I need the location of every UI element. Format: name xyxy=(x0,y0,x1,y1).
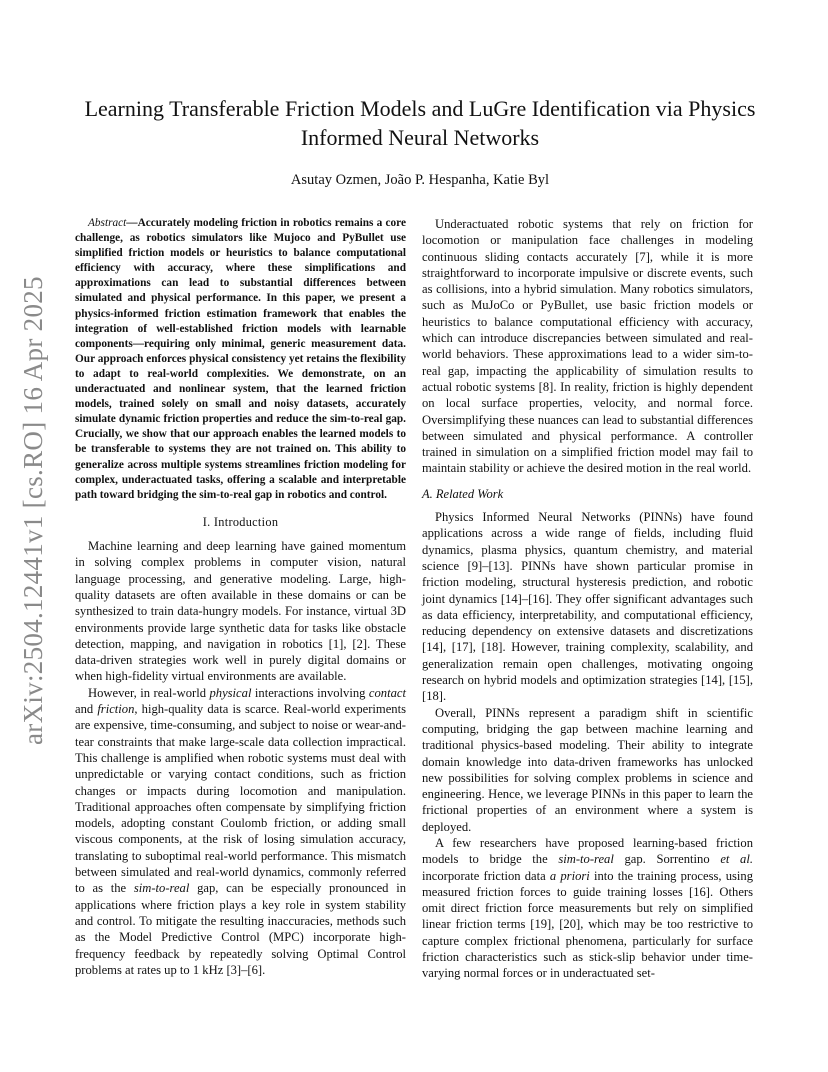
related-work-paragraph-3: A few researchers have proposed learning-based friction models to bridge the sim-to-real gap. Sorrentino et al. incorporate friction data a priori into the training process, using measured friction forces to guide training losses [16]. Others omit direct friction force measurements but rely on simplified linear friction terms [19], [20], which may be too restrictive to capture complex frictional phenomena, particularly for surface friction characteristics such as stick-slip behavior under time-varying normal forces or in underactuated set- xyxy=(422,835,753,981)
intro-paragraph-3: Underactuated robotic systems that rely on friction for locomotion or manipulation face challenges in modeling continuous sliding contacts accurately [7], while it is more straightforward to incorporate impulsive or discrete events, such as collisions, into a hybrid simulation. Many robotics simulators, such as MuJoCo or PyBullet, use basic friction models or heuristics to balance computational efficiency with accuracy, which can introduce discrepancies between simulated and real-world behaviors. These approximations lead to a wider sim-to-real gap, impacting the applicability of simulation results to actual robotic systems [8]. In reality, friction is highly dependent on local surface properties, velocity, and normal force. Oversimplifying these nuances can lead to substantial differences between simulated and physical performance. A controller trained in simulation on a simplified friction model may fail to maintain stability or achieve the desired motion in the real world. xyxy=(422,217,753,476)
intro-paragraph-1: Machine learning and deep learning have gained momentum in solving complex problems in computer vision, natural language processing, and generative modeling. Large, high-quality datasets are often available in these domains or can be synthesized to train data-hungry models. For instance, virtual 3D environments provide large synthetic data for tasks like obstacle detection, mapping, and navigation in robotics [1], [2]. These data-driven strategies work well in purely digital domains or when high-fidelity virtual environments are available. xyxy=(75,539,406,684)
arxiv-identifier: arXiv:2504.12441v1 [cs.RO] 16 Apr 2025 xyxy=(18,276,48,745)
intro-paragraph-2: However, in real-world physical interactions involving contact and friction, high-quality data is scarce. Real-world experiments are expensive, time-consuming, and subject to noise or wear-and-tear constraints that make large-scale data collection impractical. This challenge is amplified when robotic systems must deal with unpredictable or varying contact conditions, such as friction changes or impacts during locomotion and manipulation. Traditional approaches often compensate by simplifying friction models, adopting constant Coulomb friction, or adding small viscous components, at the risk of losing simulation accuracy, translating to suboptimal real-world performance. This mismatch between simulated and real-world dynamics, commonly referred to as the sim-to-real gap, can be especially pronounced in applications where friction plays a key role in system stability and control. To mitigate the resulting inaccuracies, methods such as the Model Predictive Control (MPC) incorporate high-frequency feedback by repeatedly solving Optimal Control problems at rates up to 1 kHz [3]–[6]. xyxy=(75,685,407,977)
paper-title: Learning Transferable Friction Models and LuGre Identification via Physics Informed Neural Networks xyxy=(84,96,756,150)
abstract-body: —Accurately modeling friction in robotics remains a core challenge, as robotics simulators like Mujoco and PyBullet use simplified friction models or heuristics to balance computational efficiency with accuracy, where these simplifications and approximations can lead to substantial differences between simulated and physical performance. In this paper, we present a physics-informed friction estimation framework that enables the integration of well-established friction models with learnable components—requiring only minimal, generic measurement data. Our approach enforces physical consistency yet retains the flexibility to adapt to real-world complexities. We demonstrate, on an underactuated and nonlinear system, that the learned friction models, trained solely on small and noisy datasets, accurately simulate dynamic friction properties and reduce the sim-to-real gap. Crucially, we show that our approach enables the learned models to be transferable to systems they are not trained on. This ability to generalize across multiple systems streamlines friction modeling for complex, underactuated tasks, offering a scalable and interpretable path toward bridging the sim-to-real gap in robotics and control. xyxy=(75,217,406,501)
related-work-paragraph-2: Overall, PINNs represent a paradigm shift in scientific computing, bridging the gap between machine learning and traditional physics-based modeling. Their ability to integrate domain knowledge into data-driven frameworks has unlocked new possibilities for solving complex problems in science and engineering. Hence, we leverage PINNs in this paper to learn the frictional properties of an environment where a system is deployed. xyxy=(422,705,753,834)
abstract-lead: Abstract xyxy=(88,217,127,229)
section-heading-introduction: I. Introduction xyxy=(202,514,279,529)
subsection-heading-related-work: A. Related Work xyxy=(422,486,504,501)
paper-authors: Asutay Ozmen, João P. Hespanha, Katie Byl xyxy=(290,172,550,188)
left-column xyxy=(75,216,406,978)
right-column xyxy=(422,216,753,982)
related-work-paragraph-1: Physics Informed Neural Networks (PINNs) have found applications across a wide range of fields, including fluid dynamics, plasma physics, quantum chemistry, and material science [9]–[13]. PINNs have shown particular promise in friction modeling, structural hysteresis prediction, and robotic joint dynamics [14]–[16]. They offer significant advantages such as data efficiency, interpretability, and computational efficiency, reducing dependency on extensive datasets and discretizations [14], [17], [18]. However, training complexity, scalability, and generalization remain open challenges, motivating ongoing research on hybrid models and optimization strategies [14], [15], [18]. xyxy=(422,510,753,704)
abstract xyxy=(75,216,406,503)
